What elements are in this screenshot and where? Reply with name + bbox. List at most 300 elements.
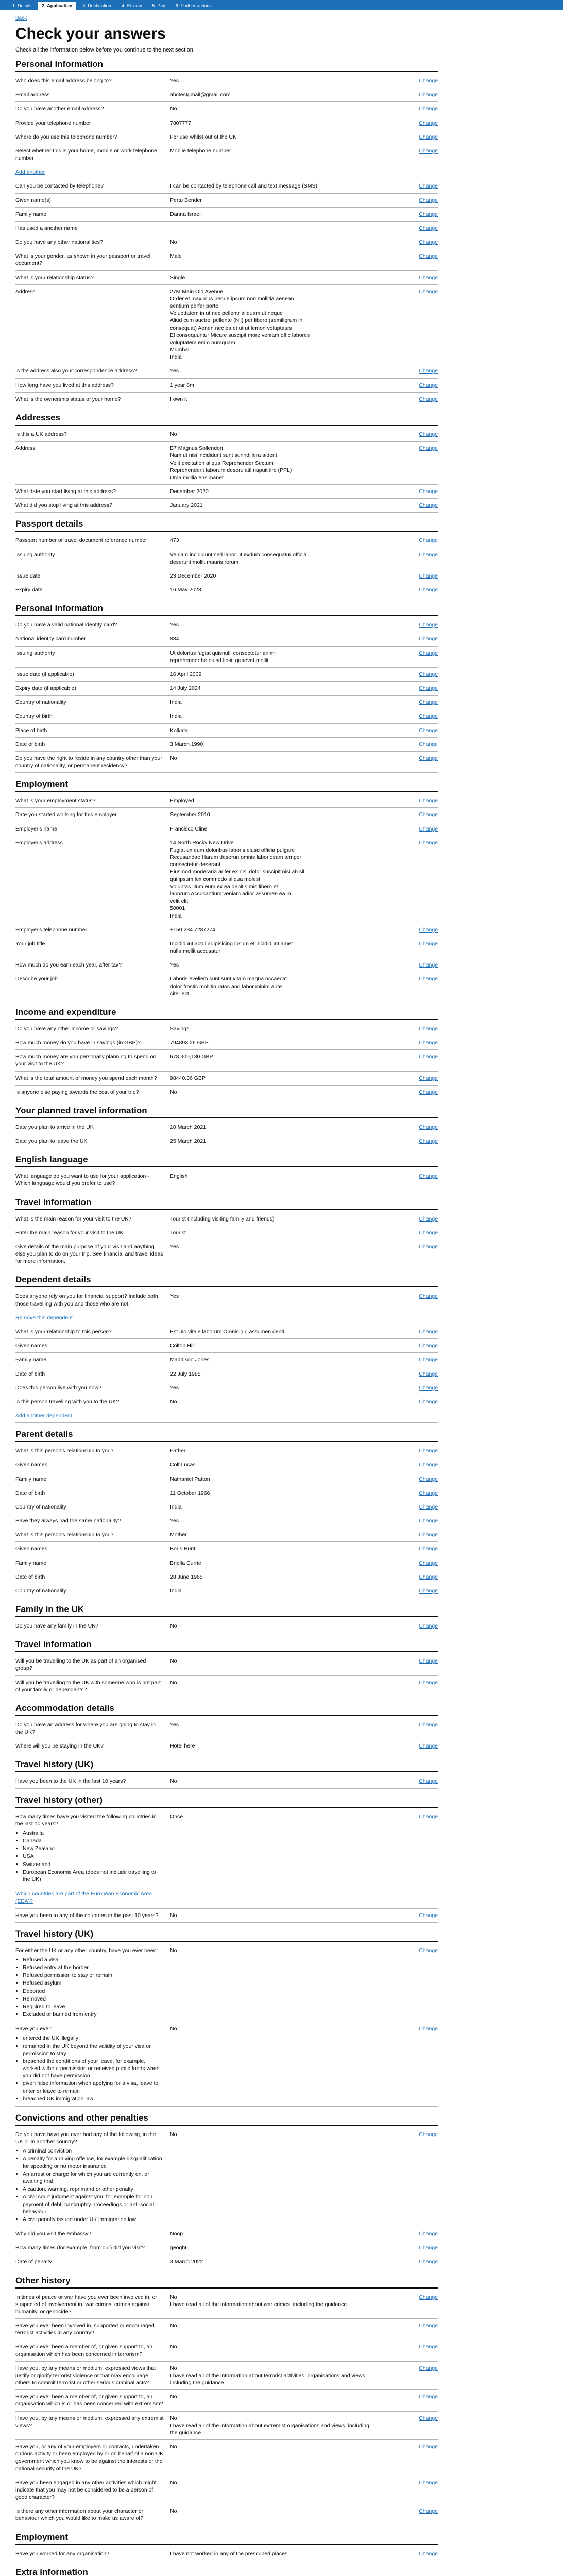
value-line: Nathaniel Patton	[170, 1476, 210, 1482]
value-line: No	[170, 2479, 177, 2486]
summary-row	[15, 1739, 438, 1753]
add-another-link[interactable]: Which countries are part of the European Economic Area (EEA)?	[15, 1891, 152, 1905]
row-action	[376, 755, 438, 762]
change-link[interactable]: Change	[419, 288, 438, 295]
change-link[interactable]: Change	[419, 183, 438, 190]
change-link[interactable]: Change	[419, 1124, 438, 1130]
add-another-link[interactable]: Add another	[15, 169, 45, 176]
row-action	[376, 502, 438, 509]
summary-row	[15, 2390, 438, 2411]
add-another-link[interactable]: Add another dependent	[15, 1413, 72, 1419]
change-link[interactable]: Change	[419, 445, 438, 452]
value-line: Yes	[170, 622, 179, 629]
change-link[interactable]: Change	[419, 1448, 438, 1454]
change-link[interactable]: Change	[419, 1138, 438, 1145]
summary-row	[15, 836, 438, 923]
change-link[interactable]: Change	[419, 1054, 438, 1060]
change-link[interactable]: Change	[419, 1343, 438, 1349]
change-link[interactable]: Change	[419, 488, 438, 495]
row-key-text: Have you ever been a member of, or given support to, an organisation which has been concerned in terrorism?	[15, 2344, 153, 2358]
row-value	[170, 537, 376, 544]
value-line: India	[170, 1503, 182, 1510]
change-link[interactable]: Change	[419, 1328, 438, 1335]
row-key	[15, 1053, 170, 1067]
change-link[interactable]: Change	[419, 1623, 438, 1630]
change-link[interactable]: Change	[419, 106, 438, 112]
change-link[interactable]: Change	[419, 2550, 438, 2557]
row-action	[376, 1560, 438, 1567]
row-key-text: Email address	[15, 92, 50, 98]
summary-row	[15, 1339, 438, 1353]
row-action	[376, 488, 438, 495]
change-link[interactable]: Change	[419, 699, 438, 706]
change-link[interactable]: Change	[419, 551, 438, 558]
value-line: I have not worked in any of the prescribed places	[170, 2550, 288, 2557]
change-link[interactable]: Change	[419, 1503, 438, 1510]
value-line: Kolkata	[170, 727, 189, 734]
change-link[interactable]: Change	[419, 2444, 438, 2450]
row-key	[15, 650, 170, 657]
row-key	[15, 1742, 170, 1750]
change-link[interactable]: Change	[419, 1243, 438, 1250]
row-key	[15, 1412, 170, 1419]
value-line: Mumbai	[170, 347, 190, 353]
summary-row	[15, 937, 438, 958]
value-line: I have read all of the information about extremist organisations and views, including the guidance	[170, 2422, 369, 2436]
list-item: • Removed	[23, 1995, 164, 2003]
row-key-text: How many times (for example, from our) did you visit?	[15, 2245, 145, 2251]
row-action	[376, 635, 438, 642]
row-value	[170, 1813, 376, 1820]
row-value	[170, 431, 376, 438]
change-link[interactable]: Change	[419, 741, 438, 748]
summary-row	[15, 2504, 438, 2526]
row-key-text: Enter the main reason for your visit to the UK	[15, 1229, 124, 1236]
value-line: No	[170, 1089, 177, 1095]
row-key-text: Country of nationality	[15, 1587, 66, 1594]
change-link[interactable]: Change	[419, 502, 438, 509]
change-link[interactable]: Change	[419, 1947, 438, 1954]
row-key-text: Will you be travelling to the UK with someone who is not part of your family or dependants?	[15, 1679, 161, 1693]
change-link[interactable]: Change	[419, 650, 438, 656]
summary-row	[15, 1444, 438, 1458]
change-link[interactable]: Change	[419, 2479, 438, 2486]
row-value	[170, 811, 376, 818]
change-link[interactable]: Change	[419, 811, 438, 818]
value-line: Fugiat ex eum doloribus laboris eiusd officia pulgare	[170, 846, 295, 853]
row-key	[15, 147, 170, 162]
row-key-list	[23, 1829, 164, 1883]
row-value	[170, 1447, 376, 1454]
value-line: January 2021	[170, 502, 203, 509]
change-link[interactable]: Change	[419, 1025, 438, 1032]
value-line: Single	[170, 274, 185, 281]
row-key	[15, 239, 170, 246]
change-link[interactable]: Change	[419, 1173, 438, 1180]
row-action	[376, 133, 438, 141]
row-action	[376, 2244, 438, 2251]
tab-3[interactable]: 3. Declaration	[82, 3, 111, 8]
change-link[interactable]: Change	[419, 239, 438, 246]
row-action	[376, 1342, 438, 1349]
change-link[interactable]: Change	[419, 2259, 438, 2265]
value-line: Yes	[170, 1518, 179, 1524]
change-link[interactable]: Change	[419, 1398, 438, 1405]
change-link[interactable]: Change	[419, 396, 438, 402]
change-link[interactable]: Change	[419, 2508, 438, 2515]
value-line: Velit excitation aliqua Reprehender Sectum	[170, 460, 274, 466]
summary-row	[15, 709, 438, 723]
summary-row	[15, 958, 438, 972]
change-link[interactable]: Change	[419, 147, 438, 154]
change-link[interactable]: Change	[419, 253, 438, 260]
change-link[interactable]: Change	[419, 1743, 438, 1750]
value-line: Mother	[170, 1532, 187, 1538]
row-action	[376, 2294, 438, 2301]
row-value	[170, 940, 376, 955]
change-link[interactable]: Change	[419, 78, 438, 84]
value-line: Volupttatem in ut nec pellentr aliquam ut neque	[170, 310, 283, 317]
row-action	[376, 120, 438, 127]
row-action	[376, 2479, 438, 2486]
list-item: • A civil court judgment against you, for example for non payment of debt, bankruptcy proceedings or anti-social behaviour	[23, 2193, 164, 2215]
value-line: Tourist	[170, 1229, 186, 1236]
row-key-text: Does anyone rely on you for financial support? Include both those travelling with you and those who are not.	[15, 1293, 158, 1307]
row-value	[170, 1243, 376, 1250]
list-item: • entered the UK illegally	[23, 2035, 164, 2042]
change-link[interactable]: Change	[419, 825, 438, 832]
tab-5[interactable]: 5. Pay	[152, 3, 165, 8]
row-key	[15, 2025, 170, 2103]
row-key-text: Is this a UK address?	[15, 431, 67, 437]
row-key-text: Family name	[15, 1560, 47, 1566]
row-key	[15, 1476, 170, 1483]
change-link[interactable]: Change	[419, 1721, 438, 1728]
change-link[interactable]: Change	[419, 1462, 438, 1468]
tab-1[interactable]: 1. Details	[12, 3, 32, 8]
change-link[interactable]: Change	[419, 1357, 438, 1363]
value-line: Incididunt actul adipisicing ipsum et incididunt amet	[170, 940, 293, 947]
summary-row	[15, 1325, 438, 1339]
change-link[interactable]: Change	[419, 133, 438, 140]
row-key	[15, 685, 170, 692]
change-link[interactable]: Change	[419, 727, 438, 734]
row-value	[170, 1025, 376, 1032]
summary-row	[15, 1654, 438, 1675]
change-link[interactable]: Change	[419, 976, 438, 982]
row-key-text: Do you have any other nationalities?	[15, 239, 103, 246]
change-link[interactable]: Change	[419, 798, 438, 804]
row-value	[170, 2550, 376, 2557]
summary-row	[15, 1121, 438, 1134]
change-link[interactable]: Change	[419, 1370, 438, 1377]
change-link[interactable]: Change	[419, 1573, 438, 1580]
row-action	[376, 1039, 438, 1046]
row-action	[376, 91, 438, 98]
change-link[interactable]: Change	[419, 1089, 438, 1095]
change-link[interactable]: Change	[419, 636, 438, 642]
remove-dependent-link[interactable]: Remove this dependent	[15, 1314, 73, 1321]
row-key	[15, 211, 170, 218]
change-link[interactable]: Change	[419, 926, 438, 933]
change-link[interactable]: Change	[419, 1384, 438, 1391]
row-value	[170, 1342, 376, 1349]
summary-row	[15, 1036, 438, 1050]
change-link[interactable]: Change	[419, 1778, 438, 1785]
value-line: Employed	[170, 798, 194, 804]
row-value	[170, 2322, 376, 2329]
row-action	[376, 1243, 438, 1250]
change-link[interactable]: Change	[419, 2394, 438, 2400]
summary-row	[15, 1676, 438, 1697]
remove-link-row	[15, 1311, 438, 1325]
row-key	[15, 2258, 170, 2265]
summary-row	[15, 2412, 438, 2441]
change-link[interactable]: Change	[419, 211, 438, 217]
change-link[interactable]: Change	[419, 1518, 438, 1524]
summary-row	[15, 208, 438, 222]
row-key-text: Is anyone else paying towards the cost of your trip?	[15, 1089, 139, 1095]
summary-row	[15, 1170, 438, 1191]
row-key-text: Is there any other information about your character or behaviour which you would like to make us aware of?	[15, 2508, 144, 2522]
summary-row	[15, 682, 438, 696]
row-key-text: Do you have any family in the UK?	[15, 1623, 99, 1630]
section-heading: Convictions and other penalties	[15, 2113, 438, 2126]
change-link[interactable]: Change	[419, 622, 438, 629]
row-key	[15, 2393, 170, 2408]
row-value	[170, 2230, 376, 2238]
row-value	[170, 1124, 376, 1131]
row-value	[170, 2507, 376, 2515]
value-line: Mobile telephone number	[170, 147, 231, 154]
list-item: • given false information when applying for a visa, leave to enter or leave to remain	[23, 2080, 164, 2094]
change-link[interactable]: Change	[419, 2344, 438, 2350]
change-link[interactable]: Change	[419, 755, 438, 761]
value-line: I have read all of the information about war crimes, including the guidance	[170, 2301, 347, 2308]
summary-row	[15, 1944, 438, 2023]
row-key-text: Date of penalty	[15, 2259, 52, 2265]
summary-row	[15, 1619, 438, 1633]
row-value	[170, 77, 376, 84]
change-link[interactable]: Change	[419, 1587, 438, 1594]
list-item: • A criminal conviction	[23, 2147, 164, 2155]
summary-row	[15, 534, 438, 548]
change-link[interactable]: Change	[419, 713, 438, 720]
row-key-list	[23, 2035, 164, 2103]
row-key	[15, 1089, 170, 1096]
change-link[interactable]: Change	[419, 1560, 438, 1566]
change-link[interactable]: Change	[419, 1658, 438, 1665]
row-action	[376, 685, 438, 692]
change-link[interactable]: Change	[419, 1546, 438, 1552]
change-link[interactable]: Change	[419, 940, 438, 947]
change-link[interactable]: Change	[419, 92, 438, 98]
change-link[interactable]: Change	[419, 1912, 438, 1919]
row-value	[170, 572, 376, 580]
row-value	[170, 1293, 376, 1300]
value-line: Yes	[170, 1721, 179, 1728]
change-link[interactable]: Change	[419, 382, 438, 388]
row-value	[170, 2343, 376, 2350]
value-line: Boris Hunt	[170, 1546, 196, 1552]
row-key-text: Passport number or travel document reference number	[15, 537, 147, 544]
change-link[interactable]: Change	[419, 587, 438, 594]
change-link[interactable]: Change	[419, 368, 438, 375]
change-link[interactable]: Change	[419, 1075, 438, 1081]
change-link[interactable]: Change	[419, 120, 438, 126]
row-key	[15, 1721, 170, 1736]
row-value	[170, 288, 376, 361]
summary-row	[15, 1134, 438, 1148]
row-key-text: Country of birth	[15, 713, 53, 720]
row-key-text: Issuing authority	[15, 650, 55, 656]
summary-row	[15, 1240, 438, 1269]
row-value	[170, 2244, 376, 2251]
value-line: Yes	[170, 1384, 179, 1391]
value-line: 50001	[170, 905, 185, 912]
row-key-text: Have you, by any means or medium, expressed any extremist views?	[15, 2415, 164, 2429]
back-link[interactable]: Back	[15, 15, 27, 21]
list-item: • A civil penalty issued under UK immigration law	[23, 2216, 164, 2223]
row-key-text: Have you been engaged in any other activities which might indicate that you may not be considered to be a person of good character?	[15, 2479, 157, 2501]
section-heading: Personal information	[15, 59, 438, 72]
change-link[interactable]: Change	[419, 2245, 438, 2251]
change-link[interactable]: Change	[419, 1679, 438, 1686]
row-key-text: Have you been to any of the countries in the past 10 years?	[15, 1912, 159, 1919]
row-value	[170, 671, 376, 678]
row-value	[170, 1657, 376, 1665]
summary-row	[15, 130, 438, 144]
row-key	[15, 488, 170, 495]
row-action	[376, 811, 438, 818]
change-link[interactable]: Change	[419, 1489, 438, 1496]
row-key	[15, 225, 170, 232]
list-item: • A penalty for a driving offence, for example disqualification for speeding or no motor insurance	[23, 2155, 164, 2170]
change-link[interactable]: Change	[419, 2323, 438, 2329]
tab-2[interactable]: 2. Application	[38, 2, 77, 10]
row-action	[376, 1370, 438, 1378]
summary-row	[15, 442, 438, 485]
change-link[interactable]: Change	[419, 431, 438, 437]
change-link[interactable]: Change	[419, 2294, 438, 2300]
summary-row	[15, 972, 438, 1001]
row-key	[15, 586, 170, 594]
row-action	[376, 1229, 438, 1236]
row-value	[170, 2479, 376, 2486]
row-action	[376, 621, 438, 629]
summary-row	[15, 1050, 438, 1071]
section-heading: Other history	[15, 2276, 438, 2289]
value-line: Colt Lucas	[170, 1462, 196, 1468]
change-link[interactable]: Change	[419, 2365, 438, 2371]
change-link[interactable]: Change	[419, 2026, 438, 2032]
list-item: • Excluded or banned from entry	[23, 2011, 164, 2018]
summary-row	[15, 1810, 438, 1888]
row-key	[15, 2322, 170, 2336]
row-value	[170, 252, 376, 260]
row-value	[170, 1398, 376, 1405]
list-item: • European Economic Area (does not include travelling to the UK)	[23, 1869, 164, 1883]
value-line: Pertu Bender	[170, 197, 202, 204]
summary-row	[15, 668, 438, 682]
section-heading: Employment	[15, 779, 438, 792]
section-heading: Employment	[15, 2532, 438, 2545]
change-link[interactable]: Change	[419, 197, 438, 204]
row-key	[15, 727, 170, 734]
row-key-text: Issuing authority	[15, 551, 55, 558]
row-key-text: What is this person's relationship to you?	[15, 1448, 114, 1454]
change-link[interactable]: Change	[419, 1813, 438, 1820]
row-value	[170, 1912, 376, 1919]
change-link[interactable]: Change	[419, 1040, 438, 1046]
tab-6[interactable]: 6. Further actions	[175, 3, 212, 8]
change-link[interactable]: Change	[419, 671, 438, 677]
summary-row	[15, 2547, 438, 2561]
value-line: Est ulo vitale laborum Omnis qui assumen denti	[170, 1328, 284, 1335]
summary-row	[15, 285, 438, 365]
row-value	[170, 685, 376, 692]
change-link[interactable]: Change	[419, 685, 438, 692]
value-line: I can be contacted by telephone call and text message (SMS)	[170, 183, 317, 190]
value-line: I own it	[170, 396, 187, 402]
change-link[interactable]: Change	[419, 1476, 438, 1482]
change-link[interactable]: Change	[419, 2131, 438, 2138]
row-action	[376, 77, 438, 84]
tab-4[interactable]: 4. Review	[121, 3, 142, 8]
change-link[interactable]: Change	[419, 1229, 438, 1236]
row-value	[170, 1517, 376, 1524]
row-key	[15, 77, 170, 84]
change-link[interactable]: Change	[419, 274, 438, 281]
summary-row	[15, 2362, 438, 2391]
summary-row	[15, 1542, 438, 1556]
row-key-text: Expiry date	[15, 587, 43, 594]
value-line: No	[170, 1623, 177, 1630]
change-link[interactable]: Change	[419, 2231, 438, 2238]
value-line: 7807777	[170, 120, 191, 126]
row-action	[376, 1531, 438, 1538]
row-key	[15, 797, 170, 804]
row-key	[15, 105, 170, 112]
change-link[interactable]: Change	[419, 1215, 438, 1222]
change-link[interactable]: Change	[419, 225, 438, 231]
row-key-text: Has used a another name	[15, 225, 78, 231]
row-key	[15, 940, 170, 947]
row-value	[170, 650, 376, 664]
change-link[interactable]: Change	[419, 839, 438, 846]
value-line: No	[170, 1398, 177, 1405]
row-action	[376, 1461, 438, 1468]
summary-row	[15, 222, 438, 235]
row-action	[376, 797, 438, 804]
change-link[interactable]: Change	[419, 537, 438, 544]
value-line: El consequuntur Micare suscipit more veniam offic labores	[170, 332, 310, 338]
change-link[interactable]: Change	[419, 2415, 438, 2421]
summary-row	[15, 752, 438, 773]
row-value	[170, 926, 376, 934]
summary-row	[15, 379, 438, 393]
row-key-text: Why did you visit the embassy?	[15, 2231, 92, 2238]
summary-row	[15, 393, 438, 406]
change-link[interactable]: Change	[419, 572, 438, 579]
change-link[interactable]: Change	[419, 962, 438, 969]
summary-row	[15, 1486, 438, 1500]
change-link[interactable]: Change	[419, 1532, 438, 1538]
row-value	[170, 197, 376, 204]
value-line: 98440.36 GBP	[170, 1075, 206, 1081]
row-key	[15, 1489, 170, 1497]
change-link[interactable]: Change	[419, 1293, 438, 1300]
